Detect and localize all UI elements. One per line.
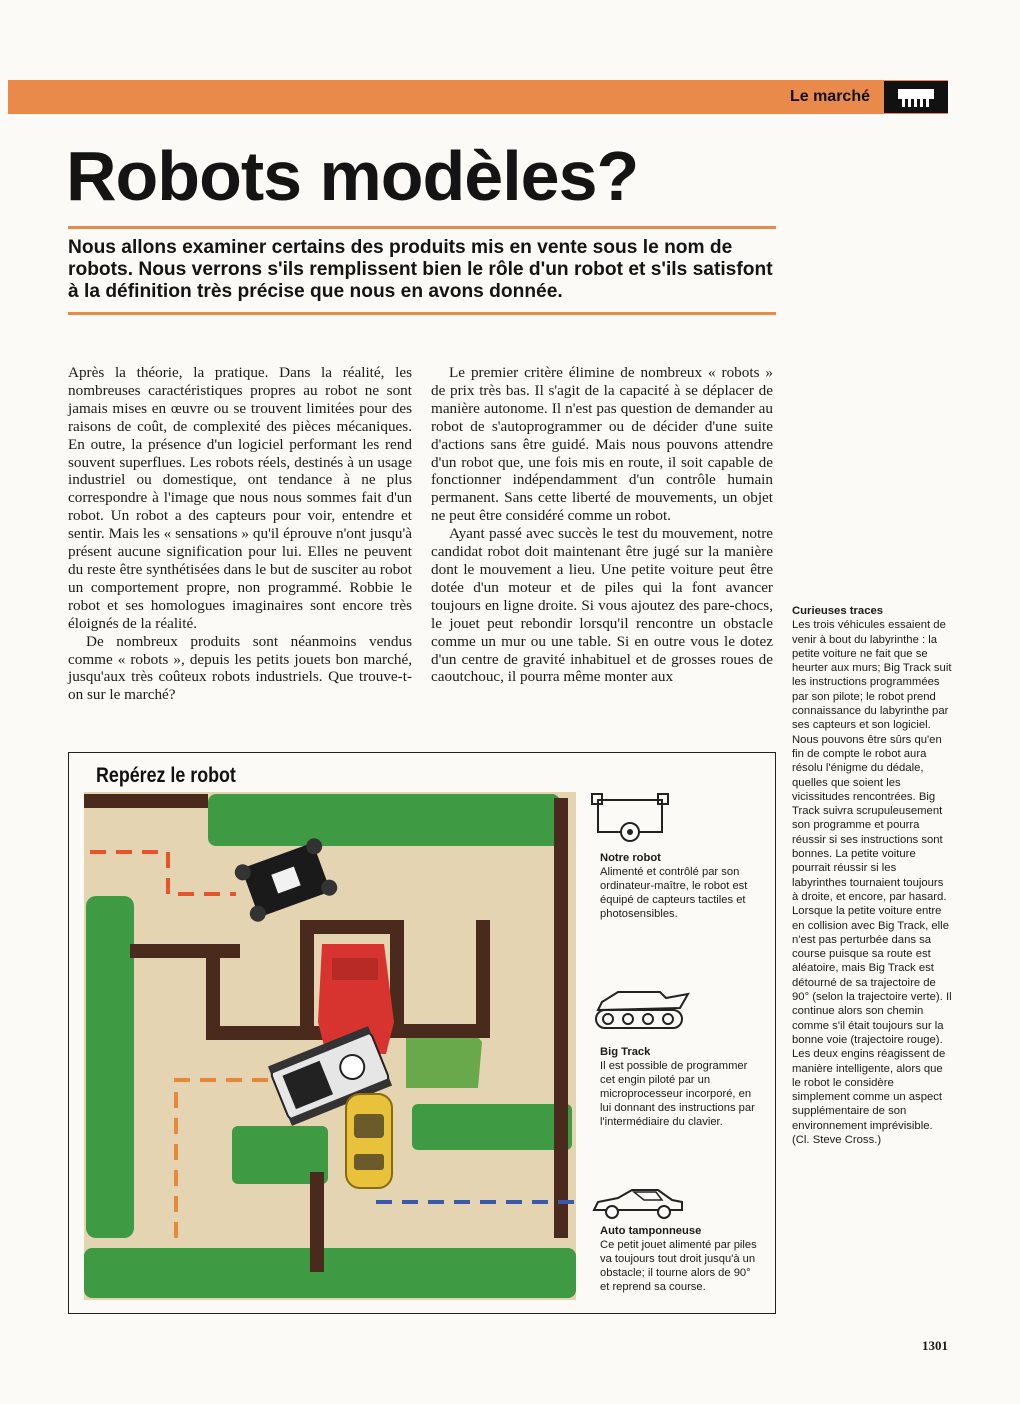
hedge-left [86,896,134,1238]
yellow-car-vehicle [346,1094,392,1188]
intro-bottom-rule [68,312,776,315]
figure-title: Repérez le robot [96,764,236,787]
maze-illustration [84,792,576,1300]
wall-stub [206,944,220,1040]
legend-item-robot [600,851,760,921]
body-column-1 [68,364,412,704]
wall-inner-left [300,920,314,1040]
band-margin [0,80,8,114]
paragraph: Après la théorie, la pratique. Dans la réalité, les nombreuses caractéristiques propres au robot ne sont jamais mises en œuvre ou se trouvent limitées pour des raisons de coût, de complexité des pièces mécaniques. En outre, la présence d'un logiciel performant les rend souvent superflues. Les robots réels, destinés à un usage industriel ou domestique, ont tendance à ne plus correspondre à l'image que nous nous sommes fait d'un robot. Un robot a des capteurs pour voir, entendre et sentir. Mais les « sensations » qu'il éprouve n'ont jusqu'à présent aucune signification pour lui. Elles ne peuvent du reste être synthétisées dans le but de susciter au robot un comportement propre, non programmé. Robbie le robot et ses homologues imaginaires sont encore très éloignés de la réalité. [68,364,412,632]
wall-right-stub [476,920,490,1038]
wall-inner-top [300,920,404,934]
legend-text: Alimenté et contrôlé par son ordinateur-maître, le robot est équipé de capteurs tactiles et photosensibles. [600,866,748,921]
caption-text: Les trois véhicules essaient de venir à bout du labyrinthe : la petite voiture ne fait que se heurter aux murs; Big Track suit les instructions programmées par son pilote; le robot prend connaissance du labyrinthe par ses capteurs et son logiciel. Nous pouvons être sûrs qu'en fin de compte le robot aura résolu l'énigme du dédale, quelles que soient les vicissitudes rencontrées. Big Track suivra scrupuleusement son programme et pourra réussir si ses instructions sont bonnes. La petite voiture pourrait réussir si les labyrinthes tournaient toujours à droite, et encore, par hasard. Lorsque la petite voiture entre en collision avec Big Track, elle n'est pas perturbée dans sa course puisque sa route est aléatoire, mais Big Track est détourné de sa trajectoire de 90° (selon la trajectoire verte). Il continue alors son chemin comme s'il était toujours sur la bonne voie (trajectoire rouge). Les deux engins réagissent de manière intelligente, alors que le robot le considère simplement comme un aspect supplémentaire de son environnement imprévisible. [792,619,952,1132]
intro-top-rule [68,226,776,229]
wall-top-left [84,794,208,808]
caption-title: Curieuses traces [792,605,884,617]
wall-right [554,798,568,1238]
chip-icon [884,81,948,113]
wall-inner-bottom [390,1024,486,1038]
legend-title: Big Track [600,1046,651,1058]
caption-sidebar [792,604,952,1147]
paragraph: Le premier critère élimine de nombreux « robots » de prix très bas. Il s'agit de la capacité à se déplacer de manière autonome. Il n'est pas question de demander au robot de s'autoprogrammer ou de décider d'une suite d'actions sans être guidé. Mais nous pouvons attendre d'un robot que, une fois mis en route, il soit capable de fonctionner indépendamment d'un contrôle humain permanent. Sans cette liberté de mouvements, un objet ne peut être considéré comme un robot. [431,364,773,525]
car-icon [588,1184,686,1222]
intro-text: Nous allons examiner certains des produits mis en vente sous le nom de robots. Nous verrons s'ils remplissent bien le rôle d'un robot et s'ils satisfont à la définition très précise que nous en avons donnée. [68,237,773,302]
legend-item-auto-tamponneuse [600,1224,760,1294]
legend-title: Notre robot [600,852,661,864]
hedge-top [208,794,560,846]
page-title: Robots modèles? [66,137,639,215]
section-label: Le marché [789,88,870,105]
paragraph: De nombreux produits sont néanmoins vendus comme « robots », depuis les petits jouets bon marché, jusqu'aux très coûteux robots industriels. Que trouve-t-on sur le marché? [68,632,412,704]
robot-icon [588,792,672,844]
legend-text: Ce petit jouet alimenté par piles va toujours tout droit jusqu'à un obstacle; il tourne alors de 90° et reprend sa course. [600,1239,757,1294]
wall-mid-left [130,944,240,958]
legend-title: Auto tamponneuse [600,1225,702,1237]
caption-credit: (Cl. Steve Cross.) [792,1133,882,1146]
hedge-right [412,1104,572,1150]
green-trajectory-patch [406,1030,482,1088]
legend-item-big-track [600,1045,760,1130]
body-column-2 [431,364,773,686]
wall-bottom-stub [310,1172,324,1272]
tank-icon [588,988,696,1034]
page-number: 1301 [922,1338,948,1353]
paragraph: Ayant passé avec succès le test du mouvement, notre candidat robot doit maintenant être jugé sur la manière dont le mouvement a lieu. Une petite voiture peut être dotée d'un moteur et de piles qui la font avancer toujours en ligne droite. Si vous ajoutez des pare-chocs, le jouet peut rebondir lorsqu'il rencontre un obstacle comme un mur ou une table. Si en outre vous le dotez d'un centre de gravité inhabituel et de grosses roues de caoutchouc, il pourra même monter aux [431,525,773,686]
legend-text: Il est possible de programmer cet engin piloté par un microprocesseur incorporé, en lui donnant des instructions par l'intermédiaire du clavier. [600,1060,755,1129]
hedge-bottom [84,1248,576,1298]
